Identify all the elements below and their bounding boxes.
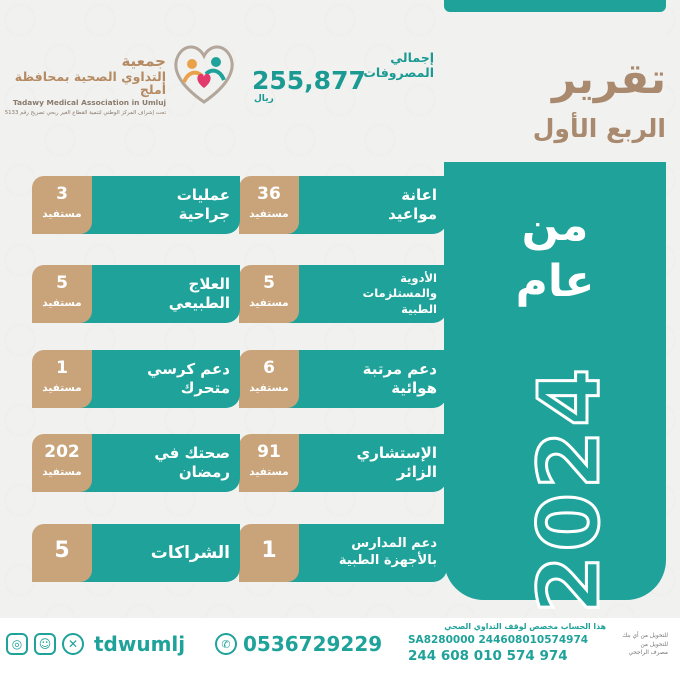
stat-label [303,524,437,582]
stat-label [303,265,437,323]
stat-number: 5 [56,273,68,293]
report-title [440,54,666,143]
stat-badge [32,265,92,323]
x-icon[interactable]: ✕ [62,633,84,655]
stat-label-line: دعم مرتبة [362,359,437,378]
pill-top-accent [444,0,666,12]
org-subtitle: تحت إشراف المركز الوطني لتنمية القطاع الغير ربحي تصريح رقم 5133 [4,110,166,116]
stat-unit: مستفيد [42,297,82,309]
stat-badge [239,350,299,408]
transfer-note-line: للتحويل من [640,641,668,648]
pill-from: من [521,200,589,251]
stat-label-line: متحرك [180,379,230,397]
org-name-line2: التداوي الصحية بمحافظة أملج [14,68,166,97]
stat-label-line: الطبية [401,301,437,316]
stat-number: 5 [263,273,275,293]
account-note: هذا الحساب مخصص لوقف التداوي الصحي [444,622,606,631]
stat-badge [32,176,92,234]
transfer-note-line: مصرف الراجحي [628,650,668,657]
snapchat-icon[interactable]: ☺ [34,633,56,655]
stat-label-line: الأدوية [400,270,437,285]
stat-card-surgeries [34,176,240,234]
pill-year [444,364,666,614]
stat-number: 1 [56,358,68,378]
org-name-line1: جمعية [121,52,166,70]
stat-label [96,524,230,582]
stat-card-air-mattress [241,350,447,408]
stat-card-physiotherapy [34,265,240,323]
stat-badge [239,524,299,582]
account-number: 244 608 010 574 974 [408,648,568,664]
transfer-note-line: للتحويل من أي بنك [622,633,668,639]
stat-label [303,434,437,492]
year-value: 2024 [519,364,618,614]
stat-label-line: اعانة [401,185,437,204]
footer [0,618,680,680]
stat-label-line: العلاج [188,274,230,293]
total-expenses [250,46,434,110]
stat-label-line: هوائية [391,379,437,397]
social-links [6,632,185,656]
stat-label-line: والمستلزمات [362,286,437,301]
stat-unit: مستفيد [249,297,289,309]
social-handle[interactable]: tdwumlj [94,632,186,656]
stat-card-partnerships [34,524,240,582]
stat-badge [32,524,92,582]
total-label: إجمالي المصروفات [363,50,434,80]
stat-number: 36 [257,184,281,204]
stat-badge [239,265,299,323]
stat-unit: مستفيد [42,208,82,220]
stat-label-line: دعم كرسي [147,359,230,378]
heart-logo-icon [168,38,240,108]
stat-card-appointments [241,176,447,234]
total-value: 255,877 [252,66,366,95]
org-name [14,54,166,96]
stat-label-line: دعم المدارس [351,536,437,552]
stat-label-line: الزائر [396,463,437,481]
stat-unit: مستفيد [249,466,289,478]
stat-label-line: الشراكات [150,542,230,563]
stat-number: 1 [261,538,277,563]
stat-badge [32,350,92,408]
stat-label-line: مواعيد [388,205,437,223]
stat-card-schools-support [241,524,447,582]
stat-label-line: جراحية [178,205,230,223]
stat-badge [32,434,92,492]
stat-label-line: بالأجهزة الطبية [338,553,437,568]
pill-year-word: عام [515,256,595,307]
stat-number: 3 [56,184,68,204]
phone-number[interactable]: 0536729229 [243,632,383,656]
stat-number: 202 [44,442,80,462]
instagram-icon[interactable]: ◎ [6,633,28,655]
total-unit: ريال [254,94,274,104]
stat-label-line: عمليات [176,185,230,204]
stat-label [96,176,230,234]
org-name-en: Tadawy Medical Association in Umluj [12,98,166,107]
stat-badge [239,434,299,492]
stat-label-line: رمضان [178,463,230,481]
stat-label [96,265,230,323]
association-logo [4,30,240,130]
transfer-note [602,632,668,658]
stat-number: 6 [263,358,275,378]
title-sub: الربع الأول [532,114,666,143]
stat-number: 91 [257,442,281,462]
stat-card-visiting-consultant [241,434,447,492]
stat-card-wheelchair [34,350,240,408]
stat-badge [239,176,299,234]
stat-label-line: الطبيعي [168,294,230,312]
stat-unit: مستفيد [249,382,289,394]
stat-unit: مستفيد [249,208,289,220]
stat-label [303,350,437,408]
stat-label [96,350,230,408]
whatsapp-icon: ✆ [215,633,237,655]
stat-card-ramadan-health [34,434,240,492]
stat-card-medicines [241,265,447,323]
stat-number: 5 [54,538,70,563]
stat-unit: مستفيد [42,382,82,394]
stat-unit: مستفيد [42,466,82,478]
stat-label [96,434,230,492]
stat-label [303,176,437,234]
whatsapp-contact[interactable] [215,632,382,656]
stat-label-line: الإستشاري [356,443,437,462]
stat-label-line: صحتك في [154,443,230,462]
title-main: تقرير [551,54,666,103]
iban: SA8280000 244608010574974 [408,634,589,646]
